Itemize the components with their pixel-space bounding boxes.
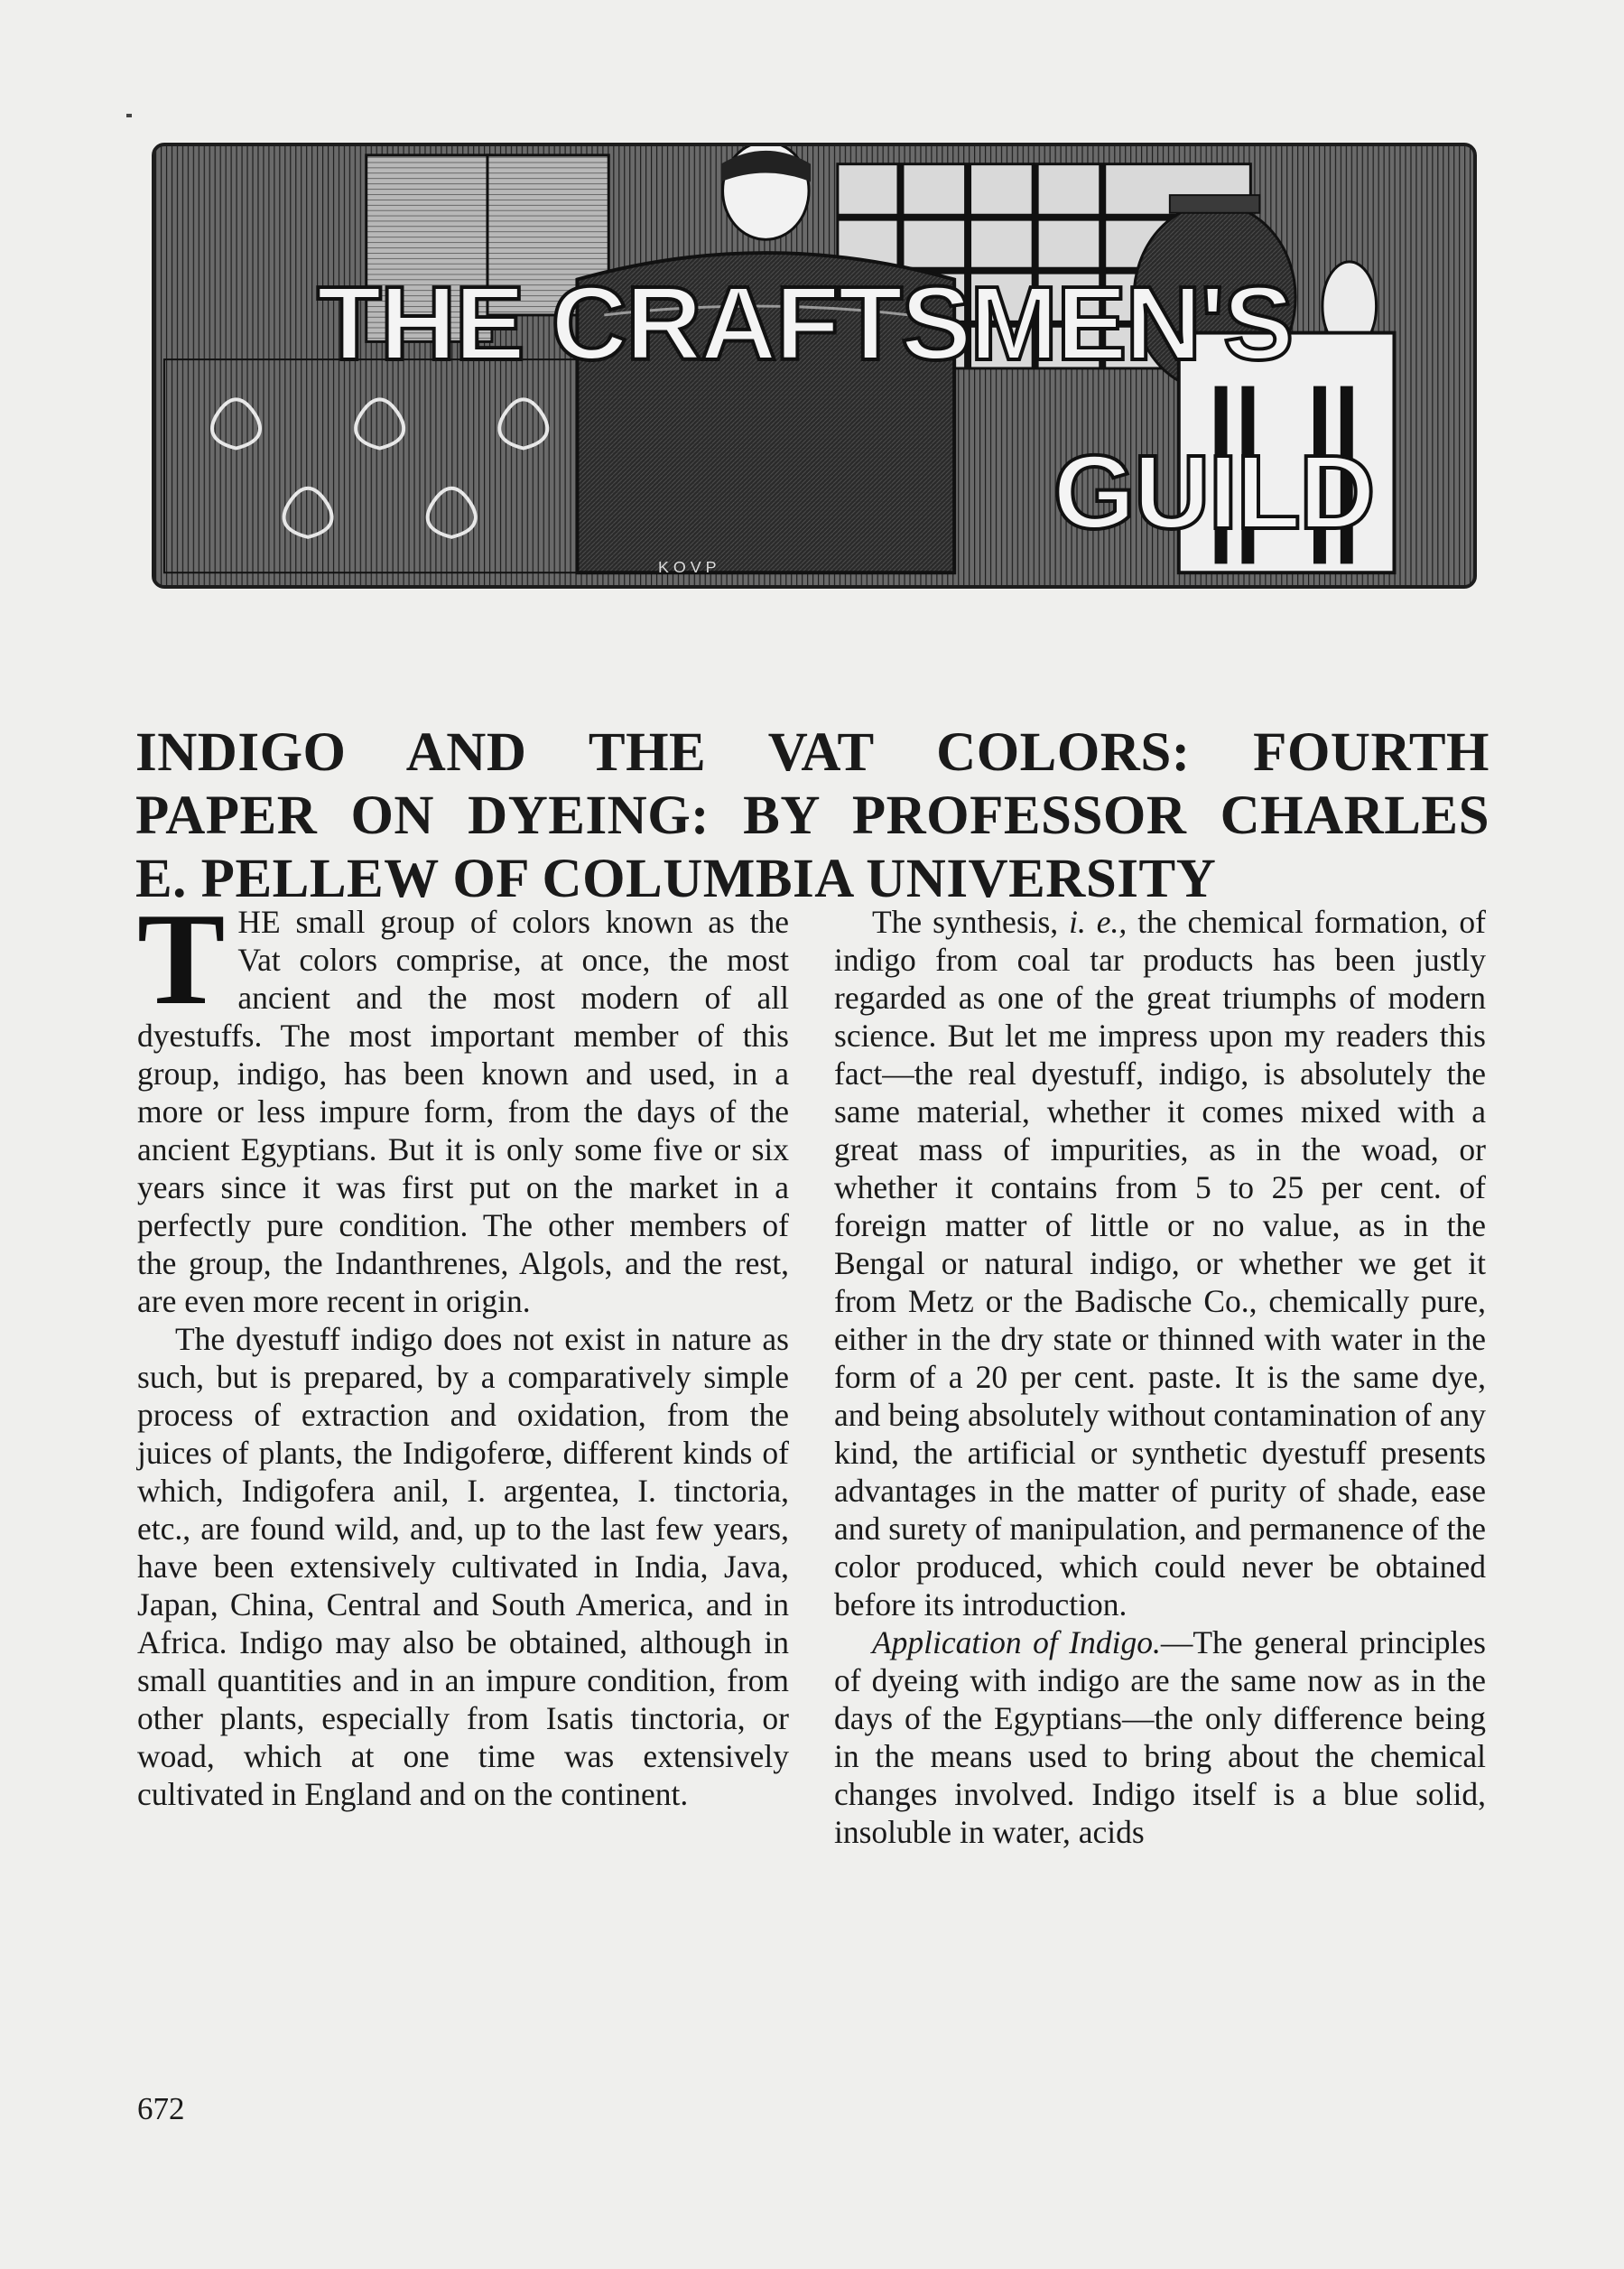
abbreviation-italic: i. e., bbox=[1069, 904, 1128, 940]
paragraph-text: the chemical formation, of indigo from coal tar products has been justly regarded as one of the great triumphs of modern science. But let me impress upon my readers this fact—the real dyestuff, indigo, is absolutely the same material, whether it comes mixed with a great mass of impurities, as in the woad, or whether it contains from 5 to 25 per cent. of foreign matter of little or no value, as in the Bengal or natural indigo, or whether we get it from Metz or the Badische Co., chemically pure, either in the dry state or thinned with water in the form of a 20 per cent. paste. It is the same dye, and being absolutely without contamination of any kind, the artificial or synthetic dyestuff presents advantages in the matter of purity of shade, ease and surety of manipulation, and permanence of the color produced, which could never be obtained before its introduction. bbox=[834, 904, 1486, 1623]
title-line-2: PAPER ON DYEING: BY PROFESSOR CHARLES bbox=[135, 785, 1489, 846]
banner-title-line1: THE CRAFTSMEN'S bbox=[317, 264, 1293, 382]
paragraph bbox=[834, 1623, 1486, 1851]
section-heading: Application of Indigo. bbox=[872, 1624, 1161, 1660]
artist-signature: K O V P bbox=[657, 558, 717, 577]
article-title bbox=[135, 721, 1489, 911]
header-illustration bbox=[152, 143, 1477, 589]
ink-mark bbox=[126, 114, 132, 117]
banner-title-line2: GUILD bbox=[1053, 432, 1374, 551]
paragraph bbox=[137, 886, 789, 1320]
right-column bbox=[834, 903, 1486, 1851]
drop-cap: T bbox=[137, 886, 226, 1032]
title-line-3: E. PELLEW OF COLUMBIA UNIVERSITY bbox=[135, 848, 1217, 909]
paragraph: The dyestuff indigo does not exist in nature as such, but is prepared, by a comparatively simple process of extraction and oxidation, from the juices of plants, the Indigoferœ, different kinds of which, Indigofera anil, I. argentea, I. tinctoria, etc., are found wild, and, up to the last few years, have been extensively cultivated in India, Java, Japan, China, Central and South America, and in Africa. Indigo may also be obtained, although in small quantities and in an impure condition, from other plants, especially from Isatis tinctoria, or woad, which at one time was extensively cultivated in England and on the continent. bbox=[137, 1321, 789, 1812]
paragraph bbox=[834, 903, 1486, 1623]
craftsmens-guild-banner-art bbox=[155, 146, 1473, 585]
paragraph-text: The synthesis, bbox=[872, 904, 1070, 940]
title-line-1: INDIGO AND THE VAT COLORS: FOURTH bbox=[135, 721, 1489, 783]
paragraph-text: —The general principles of dyeing with indigo are the same now as in the days of the Egyptians—the only difference being in the means used to bring about the chemical changes involved. Indigo itself is a blue solid, insoluble in water, acids bbox=[834, 1624, 1486, 1850]
paragraph-text: HE small group of colors known as the Vat colors comprise, at once, the most ancient and the most modern of all dyestuffs. The most important member of this group, indigo, has been known and used, in a more or less impure form, from the days of the ancient Egyptians. But it is only some five or six years since it was first put on the market in a perfectly pure condition. The other members of the group, the Indanthrenes, Algols, and the rest, are even more recent in origin. bbox=[137, 904, 789, 1319]
left-column bbox=[137, 886, 789, 1813]
page-number: 672 bbox=[137, 2091, 185, 2126]
